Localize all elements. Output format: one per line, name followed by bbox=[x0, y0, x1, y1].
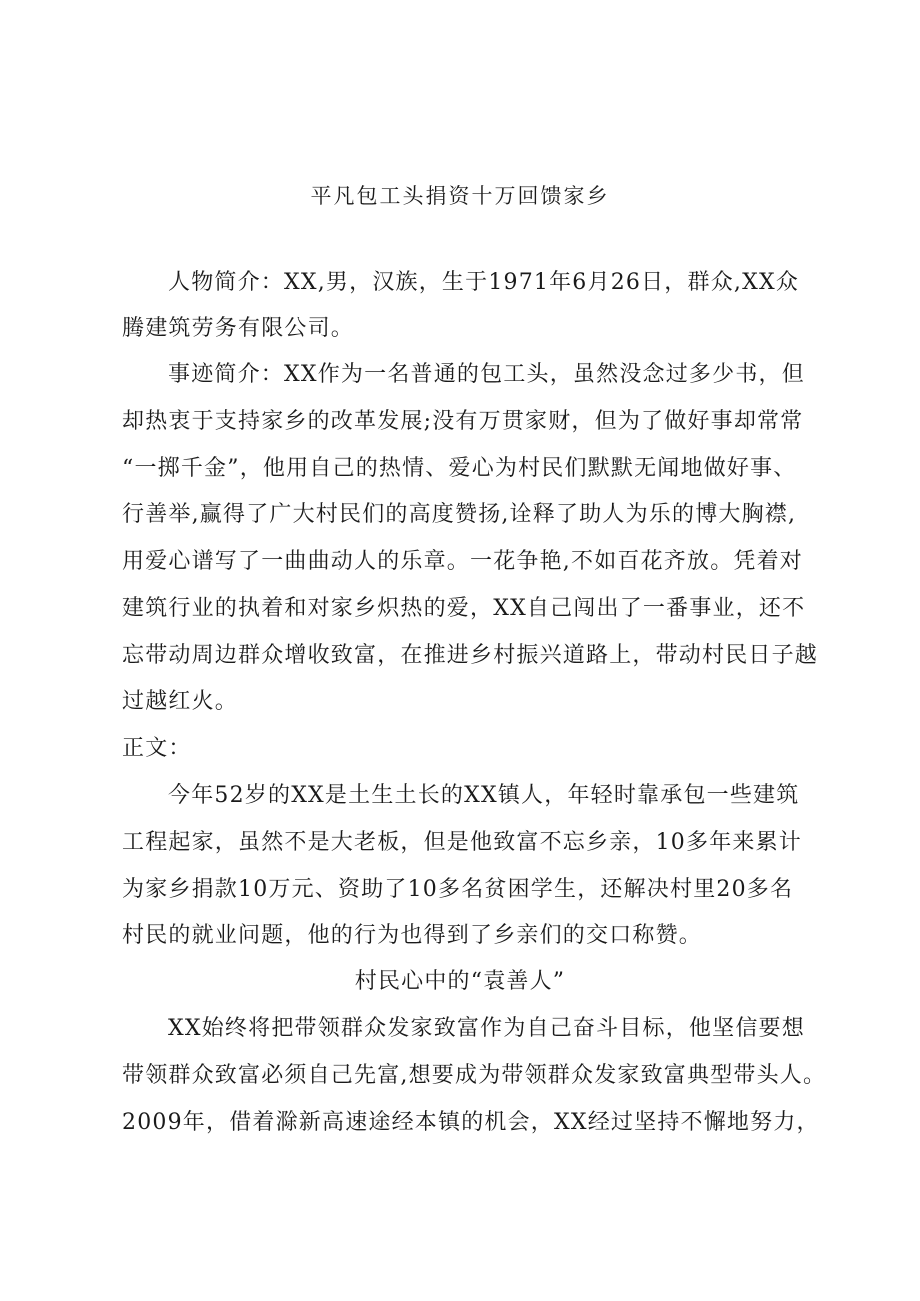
deeds-line-6: 建筑行业的执着和对家乡炽热的爱，XX自己闯出了一番事业，还不 bbox=[122, 596, 806, 621]
deeds-line-7: 忘带动周边群众增收致富，在推进乡村振兴道路上，带动村民日子越 bbox=[122, 643, 819, 668]
profile-line-2: 腾建筑劳务有限公司。 bbox=[122, 316, 355, 341]
deeds-line-8: 过越红火。 bbox=[122, 689, 239, 714]
document-title: 平凡包工头捐资十万回馈家乡 bbox=[310, 184, 610, 208]
body-heading: 正文： bbox=[122, 736, 192, 761]
section-line-2: 带领群众致富必须自己先富,想要成为带领群众发家致富典型带头人。 bbox=[122, 1063, 827, 1088]
profile-line-1: 人物简介：XX,男，汉族，生于1971年6月26日，群众,XX众 bbox=[168, 270, 800, 295]
deeds-line-4: 行善举,赢得了广大村民们的高度赞扬,诠释了助人为乐的博大胸襟, bbox=[122, 502, 797, 527]
deeds-line-2: 却热衷于支持家乡的改革发展;没有万贯家财，但为了做好事却常常 bbox=[122, 409, 804, 434]
section-line-1: XX始终将把带领群众发家致富作为自己奋斗目标，他坚信要想 bbox=[168, 1016, 805, 1041]
section-line-3: 2009年，借着滁新高速途经本镇的机会，XX经过坚持不懈地努力， bbox=[122, 1110, 820, 1135]
body-line-4: 村民的就业问题，他的行为也得到了乡亲们的交口称赞。 bbox=[122, 923, 703, 948]
deeds-line-1: 事迹简介：XX作为一名普通的包工头，虽然没念过多少书，但 bbox=[168, 362, 805, 387]
body-line-2: 工程起家，虽然不是大老板，但是他致富不忘乡亲，10多年来累计 bbox=[122, 830, 802, 855]
deeds-line-5: 用爱心谱写了一曲曲动人的乐章。一花争艳,不如百花齐放。凭着对 bbox=[122, 549, 803, 574]
body-line-3: 为家乡捐款10万元、资助了10多名贫困学生，还解决村里20多名 bbox=[122, 877, 794, 902]
body-line-1: 今年52岁的XX是土生土长的XX镇人，年轻时靠承包一些建筑 bbox=[168, 783, 800, 808]
section-subtitle: 村民心中的“袁善人” bbox=[354, 969, 566, 994]
deeds-line-3: “一掷千金”，他用自己的热情、爱心为村民们默默无闻地做好事、 bbox=[122, 456, 797, 481]
